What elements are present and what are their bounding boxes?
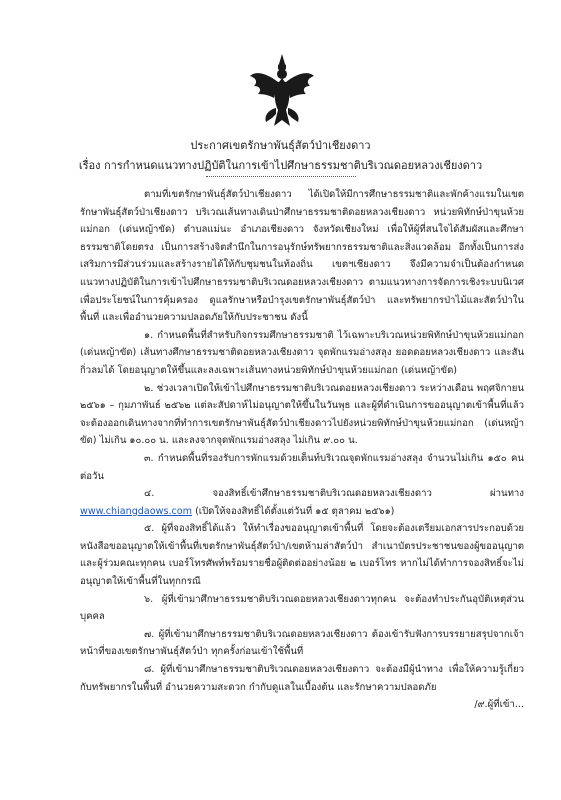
item4-note: (เปิดให้จองสิทธิ์ได้ตั้งแต่วันที่ ๑๕ ตุลาคม ๒๕๖๑) <box>195 505 395 517</box>
garuda-emblem-icon <box>248 52 316 128</box>
item4-text: ๔. จองสิทธิ์เข้าศึกษาธรรมชาติบริเวณดอยหลวงเชียงดาว ผ่านทาง <box>144 488 524 500</box>
document-title: ประกาศเขตรักษาพันธุ์สัตว์ป่าเชียงดาว <box>190 139 371 152</box>
intro-paragraph: ตามที่เขตรักษาพันธุ์สัตว์ป่าเชียงดาว ได้เปิดให้มีการศึกษาธรรมชาติและพักค้างแรมในเขตรักษาพันธุ์สัตว์ป่าเชียงดาว บริเวณเส้นทางเดินป่าศึกษาธรรมชาติดอยหลวงเชียงดาว หน่วยพิทักษ์ป่าขุนห้วยแม่กอก (เด่นหญ้าขัด) ตำบลแม่นะ อำเภอเชียงดาว จังหวัดเชียงใหม่ เพื่อให้ผู้ที่สนใจได้สัมผัสและศึกษาธรรมชาติโดยตรง เป็นการสร้างจิตสำนึกในการอนุรักษ์ทรัพยากรธรรมชาติและสิ่งแวดล้อม อีกทั้งเป็นการส่งเสริมการมีส่วนร่วมและสร้างรายได้ให้กับชุมชนในท้องถิ่น เขตฯเชียงดาว จึงมีความจำเป็นต้องกำหนดแนวทางปฏิบัติในการเข้าไปศึกษาธรรมชาติบริเวณดอยหลวงเชียงดาว ตามแนวทางการจัดการเชิงระบบนิเวศ เพื่อประโยชน์ในการคุ้มครอง ดูแลรักษาหรือบำรุงเขตรักษาพันธุ์สัตว์ป่า และทรัพยากรป่าไม้และสัตว์ป่าในพื้นที่ และเพื่ออำนวยความปลอดภัยให้กับประชาชน ดังนี้ <box>80 189 524 324</box>
list-item: ๗. ผู้ที่เข้ามาศึกษาธรรมชาติบริเวณดอยหลวงเชียงดาว ต้องเข้ารับฟังการบรรยายสรุปจากเจ้าหน้าที่ของเขตรักษาพันธุ์สัตว์ป่า ทุกครั้งก่อนเข้าใช้พื้นที่ <box>80 628 524 658</box>
list-item: ๑. กำหนดพื้นที่สำหรับกิจกรรมศึกษาธรรมชาติ ไว้เฉพาะบริเวณหน่วยพิทักษ์ป่าขุนห้วยแม่กอก (เด่นหญ้าขัด) เส้นทางศึกษาธรรมชาติดอยหลวงเชียงดาว จุดพักแรมอ่างสลุง ยอดดอยหลวงเชียงดาว และสันกิ่วลมได้ โดยอนุญาตให้ขึ้นและลงเฉพาะเส้นทางหน่วยพิทักษ์ป่าขุนห้วยแม่กอก (เด่นหญ้าขัด) <box>80 329 524 376</box>
continuation-marker: /๙.ผู้ที่เข้า... <box>474 699 524 711</box>
list-item <box>80 485 524 520</box>
divider <box>206 176 356 177</box>
document-body <box>80 186 524 714</box>
document-subject: เรื่อง การกำหนดแนวทางปฏิบัติในการเข้าไปศึกษาธรรมชาติบริเวณดอยหลวงเชียงดาว <box>78 159 483 172</box>
list-item: ๒. ช่วงเวลาเปิดให้เข้าไปศึกษาธรรมชาติบริเวณดอยหลวงเชียงดาว ระหว่างเดือน พฤศจิกายน ๒๕๖๑ – กุมภาพันธ์ ๒๕๖๒ แต่ละสัปดาห์ไม่อนุญาตให้ขึ้นในวันพุธ และผู้ที่ดำเนินการขออนุญาตเข้าพื้นที่แล้วจะต้องออกเดินทางจากที่ทำการเขตรักษาพันธุ์สัตว์ป่าเชียงดาวไปยังหน่วยพิทักษ์ป่าขุนห้วยแม่กอก (เด่นหญ้าขัด) ไม่เกิน ๑๐.๐๐ น. และลงจากจุดพักแรมอ่างสลุง ไม่เกิน ๙.๐๐ น. <box>80 382 524 447</box>
list-item: ๓. กำหนดพื้นที่รองรับการพักแรมด้วยเต็นท์บริเวณจุดพักแรมอ่างสลุง จำนวนไม่เกิน ๑๕๐ คน ต่อวัน <box>80 452 524 482</box>
booking-link[interactable]: www.chiangdaows.com <box>80 505 192 517</box>
list-item: ๘. ผู้ที่เข้ามาศึกษาธรรมชาติบริเวณดอยหลวงเชียงดาว จะต้องมีผู้นำทาง เพื่อให้ความรู้เกี่ยวกับทรัพยากรในพื้นที่ อำนวยความสะดวก กำกับดูแลในเบื้องต้น และรักษาความปลอดภัย <box>80 664 524 693</box>
list-item: ๖. ผู้ที่เข้ามาศึกษาธรรมชาติบริเวณดอยหลวงเชียงดาวทุกคน จะต้องทำประกันอุบัติเหตุส่วนบุคคล <box>80 593 524 623</box>
list-item: ๕. ผู้ที่จองสิทธิ์ได้แล้ว ให้ทำเรื่องขออนุญาตเข้าพื้นที่ โดยจะต้องเตรียมเอกสารประกอบด้วย หนังสือขออนุญาตให้เข้าพื้นที่เขตรักษาพันธุ์สัตว์ป่า/เขตห้ามล่าสัตว์ป่า สำเนาบัตรประชาชนของผู้ขออนุญาต และผู้ร่วมคณะทุกคน เบอร์โทรศัพท์พร้อมรายชื่อผู้ติดต่ออย่างน้อย ๒ เบอร์โทร หากไม่ได้ทำการจองสิทธิ์จะไม่อนุญาตให้เข้าพื้นที่ในทุกกรณี <box>80 523 524 588</box>
